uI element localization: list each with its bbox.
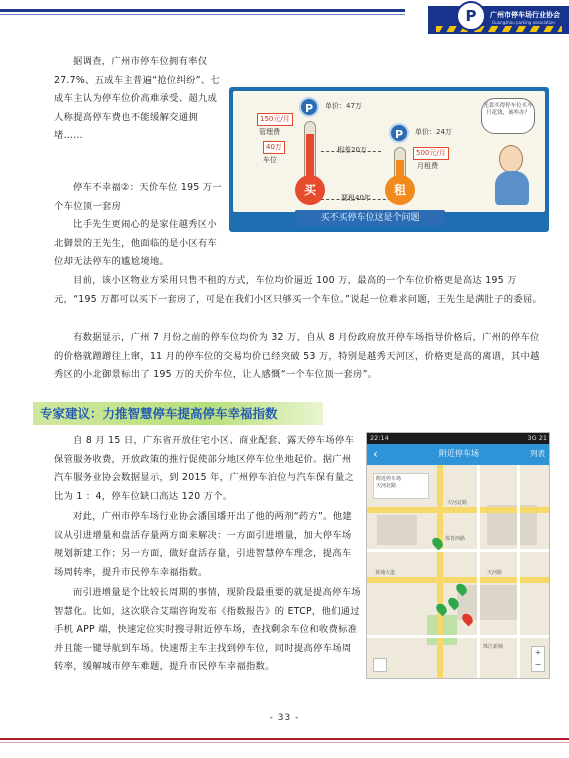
rent-fee-label: 月租费 <box>417 162 438 170</box>
locate-me-button[interactable] <box>373 658 387 672</box>
person-head <box>499 145 523 173</box>
buy-unit-price: 单价：47万 <box>325 102 362 110</box>
buy-spot-label: 车位 <box>263 156 277 164</box>
header-stripe <box>0 9 405 12</box>
zoom-control[interactable] <box>531 646 545 672</box>
parking-p-icon-rent: P <box>389 123 409 143</box>
association-logo-icon: P <box>456 1 486 31</box>
rent-price-tag: 500元/月 <box>413 147 449 160</box>
paragraph-policy: 自 8 月 15 日，广东省开放住宅小区、商业配套、露天停车场停车保管服务收费，开放政策的推行促使部分地区停车位坐地起价。据广州汽车服务业协会数据显示，到 2015 年，广州停车泊位与汽车保有量之比为 1 ：4，停车位缺口高达 120 万个。 <box>54 435 355 502</box>
map-label: 黄埔大道 <box>375 570 396 576</box>
buy-spot-price-tag: 40万 <box>263 141 285 154</box>
back-icon[interactable]: ‹ <box>373 447 378 461</box>
paragraph-prescription: 对此，广州市停车场行业协会潘国璠开出了他的两剂“药方”。他建议从引进增量和盘活存量两方面来解决：一方面引进增量，加大停车场规划新建工作；另一方面，做好盘活存量，引进智慧停车理念，提高车场周转率，提升市民停车幸福指数。 <box>54 511 352 578</box>
footer-rule-thin <box>0 742 569 743</box>
rent-years-label: 要租40年 <box>341 194 371 202</box>
association-title: 广州市停车场行业协会 <box>490 11 560 19</box>
buy-mgmt-label: 管理费 <box>259 128 280 136</box>
map-street <box>367 635 550 638</box>
location-card-title: 附近停车场 <box>376 476 402 482</box>
rent-unit-price: 单价：24万 <box>415 128 452 136</box>
footer-rule <box>0 738 569 740</box>
buy-vs-rent-illustration <box>229 87 549 232</box>
map-label: 珠江新城 <box>483 644 504 650</box>
map-block <box>377 515 417 545</box>
zoom-out-button[interactable]: − <box>534 660 542 669</box>
parking-app-screenshot <box>366 432 550 679</box>
zoom-in-button[interactable]: + <box>534 648 542 657</box>
map-street <box>517 465 520 679</box>
map-label: 天河路 <box>487 570 503 576</box>
buy-thermometer <box>304 121 316 183</box>
map-street <box>477 465 480 679</box>
paragraph-current-price: 目前，该小区物业方采用只售不租的方式，车位均价逼近 100 万，最高的一个车位价格更是高达 195 万元，“195 万都可以买下一套房了，可是在我们小区只够买一个车位。”说起一位难求问题，王先生是满肚子的委屈。 <box>54 275 543 305</box>
thought-bubble: 光靠买得停车位买车只花钱，该咋办？ <box>481 98 535 134</box>
paragraph-subheading-2: 停车不幸福②：天价车位 195 万一个车位顶一套房 <box>54 182 222 212</box>
map-road <box>367 577 550 583</box>
illustration-caption: 买不买停车位这是个问题 <box>295 210 445 226</box>
illustration-panel <box>233 91 545 212</box>
parking-map[interactable] <box>367 465 550 679</box>
map-road <box>437 465 443 679</box>
paragraph-data: 有数据显示，广州 7 月份之前的停车位均价为 32 万，自从 8 月份政府放开停车场指导价格后，广州的停车位的价格就蹭蹭往上窜，11 月的停车位的交易均价已经突破 53 万，特别是越秀天河区，价格更是高的离谱，其中越秀区的小北御景标出了 195 万的天价车位，让人感慨“一个车位顶一套房”。 <box>54 332 540 381</box>
page-number: - 33 - <box>269 713 300 723</box>
phone-time: 22:14 <box>370 434 389 442</box>
header-chevron-strip <box>436 26 562 32</box>
app-title: 附近停车场 <box>439 449 479 458</box>
map-road <box>367 507 550 513</box>
buy-mgmt-price-tag: 150元/月 <box>257 113 293 126</box>
association-subtitle: Guangzhou parking association <box>492 20 555 25</box>
paragraph-wang: 比手先生更闹心的是家住越秀区小北御景的王先生，他面临的是小区有车位却无法停车的尴尬境地。 <box>54 219 218 268</box>
paragraph-survey: 据调查，广州市停车位拥有率仅27.7%、五成车主普遍“抢位纠纷”、七成车主认为停车位价高难承受、超九成人称提高停车费也不能缓解交通拥堵…… <box>54 56 221 142</box>
paragraph-smart-parking: 而引进增量是个比较长周期的事情，现阶段最重要的就是提高停车场智慧化。比如，这次联合艾瑞咨询发布《指数报告》的 ETCP，他们通过手机 APP 端，快速定位实时搜寻附近停车场，查找剩余车位和收费标准并且能一键导航到车场。快速帮主车主找到停车位，同时提高停车场周转率，缓解城市停车难题，提升市民停车幸福指数。 <box>54 587 361 673</box>
list-button[interactable]: 列表 <box>530 449 545 458</box>
location-card-address: 天河北路 <box>376 483 397 489</box>
phone-signal: 3G 21 <box>527 434 547 442</box>
map-street <box>367 549 550 552</box>
section-heading: 专家建议：力推智慧停车提高停车幸福指数 <box>40 406 278 421</box>
person-body <box>495 171 529 205</box>
buy-bulb: 买 <box>295 175 325 205</box>
map-label: 天河北路 <box>447 500 468 506</box>
phone-status-bar <box>367 433 550 444</box>
location-card[interactable] <box>373 473 429 499</box>
app-title-bar <box>367 444 550 465</box>
parking-p-icon: P <box>299 97 319 117</box>
map-label: 体育西路 <box>445 536 466 542</box>
rent-bulb: 租 <box>385 175 415 205</box>
header-stripe-thin <box>0 14 405 15</box>
price-difference-label: 相差20万 <box>337 146 367 154</box>
